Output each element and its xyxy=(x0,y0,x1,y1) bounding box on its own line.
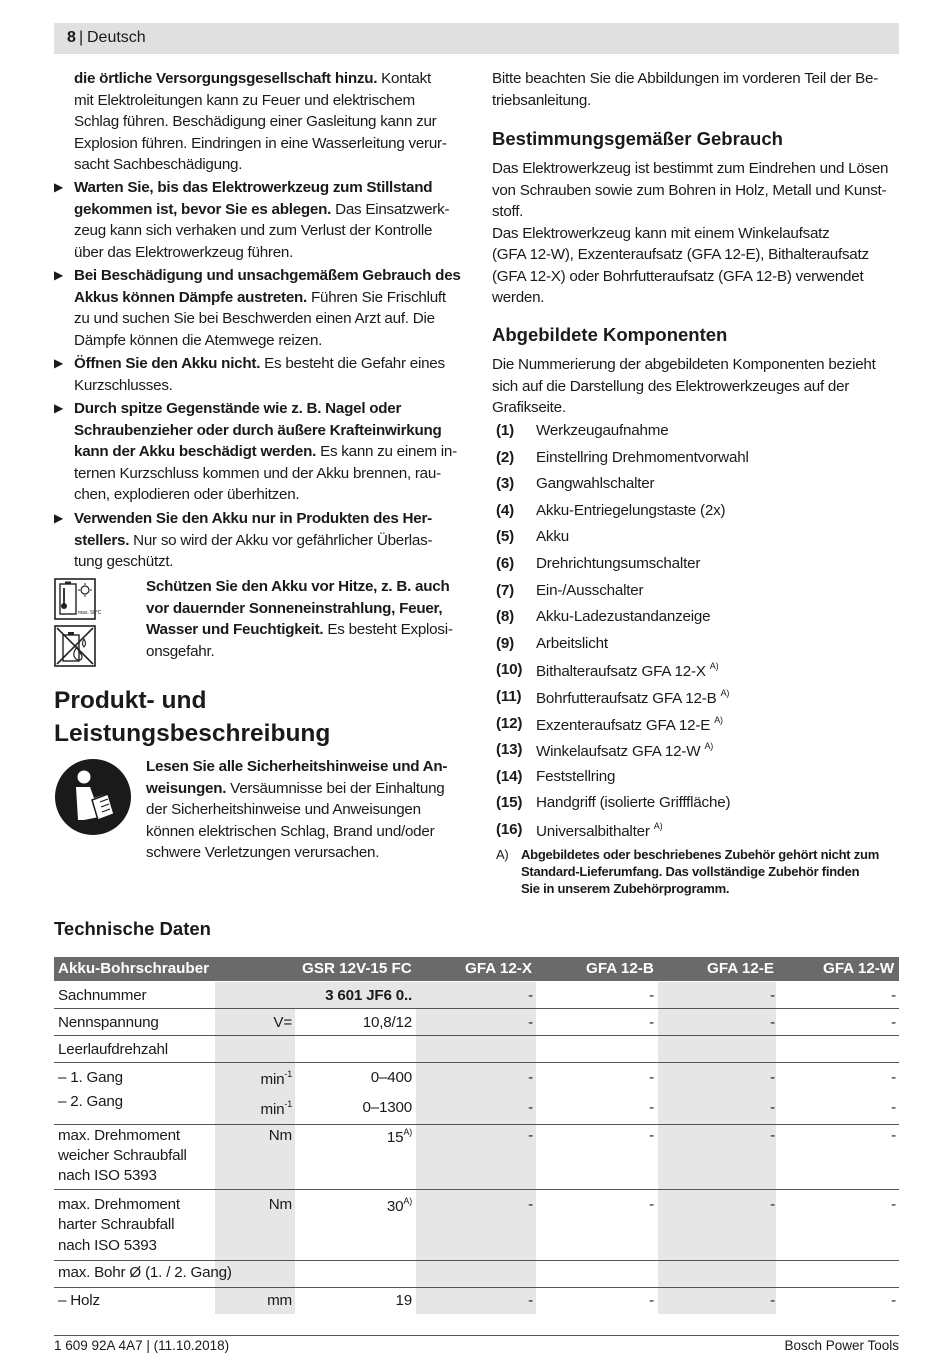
dash-cell: - xyxy=(528,1292,533,1309)
text: Kontakt xyxy=(377,70,431,87)
component-number: (1) xyxy=(496,422,514,439)
component-text: Arbeitslicht xyxy=(536,634,608,652)
heat-warning-line: Schützen Sie den Akku vor Hitze, z. B. auch xyxy=(146,578,450,595)
paragraph-line: Grafikseite. xyxy=(492,399,566,416)
text: Versäumnisse bei der Einhaltung xyxy=(226,779,445,797)
bullet-triangle-icon: ▶ xyxy=(54,180,64,194)
bullet-line xyxy=(74,530,432,552)
dash-cell: - xyxy=(770,1292,775,1309)
row-label: Nennspannung xyxy=(58,1014,159,1031)
bullet-line: Bei Beschädigung und unsachgemäßem Gebrauch des xyxy=(74,267,461,284)
footer-left: 1 609 92A 4A7 | (11.10.2018) xyxy=(54,1338,230,1353)
table-header-cell: GFA 12-W xyxy=(823,960,895,977)
component-text: Einstellring Drehmomentvorwahl xyxy=(536,448,749,466)
dash-cell: - xyxy=(891,1196,896,1213)
paragraph-line: stoff. xyxy=(492,203,524,220)
component-name xyxy=(536,688,729,707)
header-separator: | xyxy=(79,29,84,46)
row-divider xyxy=(54,1124,899,1125)
footer-rule xyxy=(54,1335,899,1336)
cell-value: 0–400 xyxy=(370,1069,412,1086)
paragraph-line: triebsanleitung. xyxy=(492,91,592,109)
table-header-cell: GFA 12-B xyxy=(586,960,654,977)
unit-cell xyxy=(261,1099,292,1118)
component-number: (12) xyxy=(496,714,523,732)
text: Nur so wird der Akku vor gefährlicher Überlas- xyxy=(129,531,433,549)
component-name xyxy=(536,422,668,439)
row-divider xyxy=(54,1062,899,1063)
paragraph-line: werden. xyxy=(492,289,545,306)
unit-cell: mm xyxy=(267,1292,292,1309)
component-number: (7) xyxy=(496,581,514,599)
table-header-cell: Akku-Bohrschrauber xyxy=(58,960,210,977)
bold-text: gekommen ist, bevor Sie es ablegen. xyxy=(74,200,332,218)
row-divider xyxy=(54,1260,899,1261)
component-text: Werkzeugaufnahme xyxy=(536,422,669,439)
battery-heat-icon xyxy=(54,578,102,620)
component-text: Ein-/Ausschalter xyxy=(536,581,644,599)
paragraph-line: Bitte beachten Sie die Abbildungen im vorderen Teil der Be- xyxy=(492,70,879,87)
text: Das Einsatzwerk- xyxy=(331,200,450,218)
component-name xyxy=(536,608,710,625)
component-text: Drehrichtungsumschalter xyxy=(536,555,701,572)
dash-cell: - xyxy=(891,1099,896,1116)
dash-cell: - xyxy=(649,1069,654,1086)
text: Es besteht die Gefahr eines xyxy=(260,355,445,372)
component-footnote-ref: A) xyxy=(704,741,714,752)
component-number: (6) xyxy=(496,555,514,572)
row-label: Leerlaufdrehzahl xyxy=(58,1041,168,1058)
component-number: (16) xyxy=(496,821,523,838)
footnote-ref: A) xyxy=(403,1127,412,1137)
read-warning-line: schwere Verletzungen verursachen. xyxy=(146,844,380,861)
component-number: (15) xyxy=(496,794,523,812)
bold-text: Wasser und Feuchtigkeit. xyxy=(146,621,324,638)
bullet-line: zu und suchen Sie bei Beschwerden einen Arzt auf. Die xyxy=(74,310,435,327)
footnote-ref: A) xyxy=(403,1196,412,1206)
heading-components: Abgebildete Komponenten xyxy=(492,324,728,345)
component-footnote-ref: A) xyxy=(653,821,663,831)
cell-value: 19 xyxy=(395,1292,412,1309)
bullet-line: zeug kann sich verhaken und zum Verlust der Kontrolle xyxy=(74,222,433,239)
component-footnote-ref: A) xyxy=(720,688,730,698)
dash-cell: - xyxy=(770,1069,775,1086)
dash-cell: - xyxy=(891,987,896,1004)
paragraph-line: mit Elektroleitungen kann zu Feuer und elektrischem xyxy=(74,91,415,109)
paragraph-line: von Schrauben sowie zum Bohren in Holz, Metall und Kunst- xyxy=(492,181,887,199)
component-text: Winkelaufsatz GFA 12-W xyxy=(536,743,701,761)
dash-cell: - xyxy=(891,1127,896,1144)
dash-cell: - xyxy=(891,1069,896,1086)
component-name xyxy=(536,449,749,466)
dash-cell: - xyxy=(649,987,654,1004)
cell-value xyxy=(387,1127,412,1146)
component-text: Feststellring xyxy=(536,767,616,785)
dash-cell: - xyxy=(528,1127,533,1144)
read-warning-line xyxy=(146,778,444,800)
component-name xyxy=(536,741,713,760)
bullet-triangle-icon: ▶ xyxy=(54,268,64,282)
cell-value: 3 601 JF6 0.. xyxy=(325,987,412,1004)
bullet-line: ternen Kurzschluss kommen und der Akku brennen, rau- xyxy=(74,464,441,482)
component-name xyxy=(536,768,615,785)
footnote-line: Abgebildetes oder beschriebenes Zubehör gehört nicht zum xyxy=(521,847,879,862)
bullet-line xyxy=(74,353,445,375)
bullet-line: über das Elektrowerkzeug führen. xyxy=(74,243,294,261)
bullet-line xyxy=(74,199,449,221)
gfa12x-column-shade xyxy=(416,982,536,1314)
text: Führen Sie Frischluft xyxy=(307,288,446,306)
dash-cell: - xyxy=(528,1099,533,1116)
component-number: (10) xyxy=(496,661,523,679)
component-name xyxy=(536,715,723,734)
bold-text: die örtliche Versorgungsgesellschaft hinzu. xyxy=(74,70,378,87)
unit-exponent: -1 xyxy=(284,1069,292,1079)
component-number: (14) xyxy=(496,767,523,785)
paragraph-line: Die Nummerierung der abgebildeten Komponenten bezieht xyxy=(492,356,876,373)
row-label: weicher Schraubfall xyxy=(58,1147,187,1164)
component-number: (9) xyxy=(496,634,514,652)
dash-cell: - xyxy=(528,1069,533,1086)
component-text: Handgriff (isolierte Grifffläche) xyxy=(536,794,731,812)
bullet-line: Kurzschlusses. xyxy=(74,376,173,394)
page-header xyxy=(54,23,899,54)
thermo-label: max. 50°C xyxy=(78,610,102,616)
bold-text: kann der Akku beschädigt werden. xyxy=(74,443,317,460)
component-number: (4) xyxy=(496,501,514,519)
row-label: max. Drehmoment xyxy=(58,1127,180,1144)
bullet-line: tung geschützt. xyxy=(74,553,174,570)
bullet-triangle-icon: ▶ xyxy=(54,356,64,370)
tech-data-title: Technische Daten xyxy=(54,918,211,939)
section-title: Leistungsbeschreibung xyxy=(54,720,331,747)
bold-text: Akkus können Dämpfe austreten. xyxy=(74,288,308,306)
component-number: (8) xyxy=(496,608,514,626)
dash-cell: - xyxy=(770,1196,775,1213)
component-text: Gangwahlschalter xyxy=(536,475,655,493)
cell-value: 10,8/12 xyxy=(362,1014,412,1031)
component-text: Akku-Entriegelungstaste (2x) xyxy=(536,501,726,519)
unit-cell: Nm xyxy=(268,1127,292,1144)
unit-cell: Nm xyxy=(268,1196,292,1213)
component-number: (5) xyxy=(496,528,514,546)
value-text: 15 xyxy=(386,1129,404,1146)
bold-text: stellers. xyxy=(74,531,130,549)
component-name xyxy=(536,821,662,840)
component-footnote-ref: A) xyxy=(709,661,719,672)
component-name xyxy=(536,635,608,652)
cell-value xyxy=(387,1196,412,1215)
dash-cell: - xyxy=(649,1292,654,1309)
component-name xyxy=(536,582,643,599)
footnote-line: Standard-Lieferumfang. Das vollständige Zubehör finden xyxy=(521,864,860,879)
row-divider xyxy=(54,1189,899,1190)
row-label: – Holz xyxy=(58,1292,100,1309)
dash-cell: - xyxy=(891,1014,896,1031)
section-title: Produkt- und xyxy=(54,687,207,714)
paragraph-line: Schlag führen. Beschädigung einer Gasleitung kann zur xyxy=(74,113,437,130)
bullet-line: Warten Sie, bis das Elektrowerkzeug zum Stillstand xyxy=(74,179,433,196)
component-number: (2) xyxy=(496,448,514,466)
component-text: Bohrfutteraufsatz GFA 12-B xyxy=(536,690,717,707)
footer-right: Bosch Power Tools xyxy=(784,1338,899,1353)
page-number: 8 xyxy=(67,29,76,46)
bullet-line xyxy=(74,287,446,309)
component-text: Exzenteraufsatz GFA 12-E xyxy=(536,716,711,734)
component-name xyxy=(536,794,730,811)
paragraph-line xyxy=(74,68,431,90)
row-divider xyxy=(54,1287,899,1288)
row-label: max. Drehmoment xyxy=(58,1196,180,1213)
dash-cell: - xyxy=(649,1014,654,1031)
read-warning-line: Lesen Sie alle Sicherheitshinweise und An- xyxy=(146,758,448,775)
read-manual-icon xyxy=(54,758,132,836)
footnote-mark: A) xyxy=(496,847,509,862)
dash-cell: - xyxy=(528,1014,533,1031)
bold-text: weisungen. xyxy=(146,779,227,797)
dash-cell: - xyxy=(770,987,775,1004)
component-number: (13) xyxy=(496,741,523,759)
paragraph-line: (GFA 12-X) oder Bohrfutteraufsatz (GFA 12-B) verwendet xyxy=(492,267,864,285)
component-number: (11) xyxy=(496,688,522,705)
component-name xyxy=(536,528,569,545)
bullet-line: Verwenden Sie den Akku nur in Produkten des Her- xyxy=(74,510,432,527)
dash-cell: - xyxy=(770,1099,775,1116)
row-label: nach ISO 5393 xyxy=(58,1237,157,1254)
unit-cell: V= xyxy=(273,1014,292,1031)
component-text: Akku xyxy=(536,528,569,546)
dash-cell: - xyxy=(891,1292,896,1309)
table-header-cell: GFA 12-E xyxy=(707,960,774,977)
component-name xyxy=(536,502,725,519)
gfa12e-column-shade xyxy=(658,982,776,1314)
component-name xyxy=(536,661,718,680)
component-text: Bithalteraufsatz GFA 12-X xyxy=(536,663,706,681)
row-label: nach ISO 5393 xyxy=(58,1167,157,1184)
dash-cell: - xyxy=(528,1196,533,1213)
unit-cell xyxy=(261,1069,292,1088)
cell-value: 0–1300 xyxy=(362,1099,412,1116)
dash-cell: - xyxy=(770,1014,775,1031)
row-divider xyxy=(54,1008,899,1009)
dash-cell: - xyxy=(770,1127,775,1144)
unit-text: min xyxy=(260,1071,285,1088)
heading-intended-use: Bestimmungsgemäßer Gebrauch xyxy=(492,128,783,149)
bullet-triangle-icon: ▶ xyxy=(54,511,64,525)
unit-text: min xyxy=(260,1101,285,1118)
dash-cell: - xyxy=(528,987,533,1004)
row-label: harter Schraubfall xyxy=(58,1216,175,1233)
heat-warning-line: vor dauernder Sonneneinstrahlung, Feuer, xyxy=(146,599,443,617)
dash-cell: - xyxy=(649,1127,654,1144)
bullet-line: chen, explodieren oder überhitzen. xyxy=(74,486,300,503)
paragraph-line: (GFA 12-W), Exzenteraufsatz (GFA 12-E), Bithalteraufsatz xyxy=(492,246,869,263)
read-warning-line: können elektrischen Schlag, Brand und/oder xyxy=(146,822,435,840)
paragraph-line: sich auf die Darstellung des Elektrowerkzeuges auf der xyxy=(492,377,850,395)
row-divider xyxy=(54,1035,899,1036)
text: Es besteht Explosi- xyxy=(323,621,453,638)
row-label: – 2. Gang xyxy=(58,1093,123,1110)
component-footnote-ref: A) xyxy=(714,714,723,725)
unit-exponent: -1 xyxy=(284,1099,292,1109)
text: Es kann zu einem in- xyxy=(316,443,457,460)
component-text: Akku-Ladezustandanzeige xyxy=(536,608,711,626)
heat-warning-line: onsgefahr. xyxy=(146,642,215,660)
value-text: 30 xyxy=(386,1198,404,1215)
bullet-line: Schraubenzieher oder durch äußere Krafteinwirkung xyxy=(74,421,442,439)
table-header-cell: GSR 12V-15 FC xyxy=(302,960,412,977)
component-name xyxy=(536,555,700,572)
footnote-line: Sie in unserem Zubehörprogramm. xyxy=(521,881,730,896)
row-label: max. Bohr Ø (1. / 2. Gang) xyxy=(58,1264,232,1281)
read-warning-line: der Sicherheitshinweise und Anweisungen xyxy=(146,801,421,818)
paragraph-line: Explosion führen. Eindringen in eine Wasserleitung verur- xyxy=(74,134,447,152)
bullet-triangle-icon: ▶ xyxy=(54,401,64,415)
paragraph-line: Das Elektrowerkzeug ist bestimmt zum Eindrehen und Lösen xyxy=(492,160,889,177)
dash-cell: - xyxy=(649,1196,654,1213)
bold-text: Öffnen Sie den Akku nicht. xyxy=(74,355,261,372)
row-label: Sachnummer xyxy=(58,987,147,1004)
header-language: Deutsch xyxy=(87,29,146,46)
dash-cell: - xyxy=(649,1099,654,1116)
component-text: Universalbithalter xyxy=(536,823,650,840)
no-fire-water-icon xyxy=(54,625,96,667)
bullet-line: Durch spitze Gegenstände wie z. B. Nagel oder xyxy=(74,400,402,417)
heat-warning-line xyxy=(146,619,453,641)
component-number: (3) xyxy=(496,475,514,493)
paragraph-line: Das Elektrowerkzeug kann mit einem Winkelaufsatz xyxy=(492,224,830,242)
row-label: – 1. Gang xyxy=(58,1069,123,1086)
paragraph-line: sacht Sachbeschädigung. xyxy=(74,156,243,173)
component-name xyxy=(536,475,654,492)
table-header-cell: GFA 12-X xyxy=(465,960,532,977)
bullet-line xyxy=(74,441,457,463)
bullet-line: Dämpfe können die Atemwege reizen. xyxy=(74,331,323,349)
